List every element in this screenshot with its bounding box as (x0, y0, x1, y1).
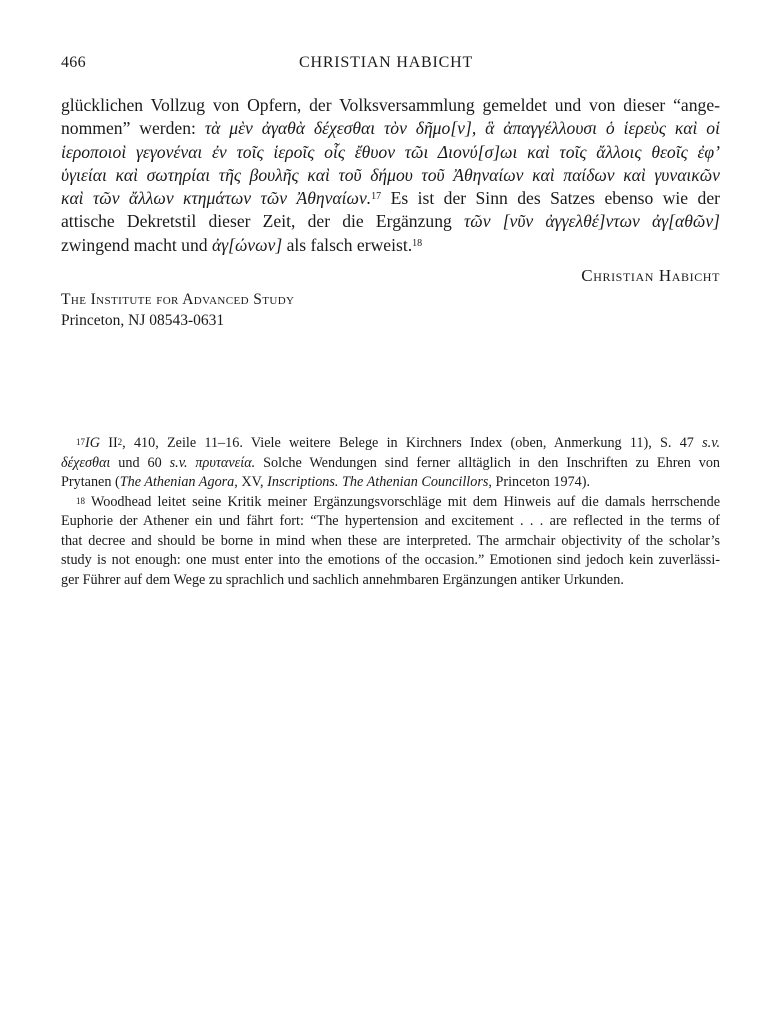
text: zwingend macht und (61, 234, 212, 255)
greek-quote: καὶ τῶν ἄλλων κτημάτων τῶν Ἀθηναίων. (61, 188, 372, 209)
text: Es ist der Sinn des Satzes ebenso wie der (381, 188, 720, 209)
text: ger Führer auf dem Wege zu sprachlich und sachlich annehmbaren Ergänzungen antiker Urkunden. (61, 571, 624, 588)
footnote-line (61, 454, 720, 474)
footnote-line (61, 512, 720, 532)
footnote-line (61, 493, 720, 513)
text: s.v. (702, 435, 720, 451)
text: , Princeton 1974). (488, 474, 591, 490)
body-line (61, 141, 720, 164)
body-text (61, 94, 720, 257)
text: Prytanen ( (61, 474, 120, 490)
text: , 410, Zeile 11–16. Viele weitere Belege in Kirchners Index (oben, Anmerkung 11), S. 47 (122, 435, 703, 451)
text: attische Dekretstil dieser Zeit, der die Ergänzung (61, 211, 464, 232)
greek-quote: ὑγιείαι καὶ σωτηρίαι τῆς βουλῆς καὶ τοῦ δήμου τοῦ Ἀθηναίων καὶ παίδων καὶ γυναικῶν (61, 164, 720, 185)
footnote-number: 18 (76, 495, 85, 506)
body-line (61, 210, 720, 233)
text: Woodhead leitet seine Kritik meiner Ergänzungsvorschläge mit dem Hinweis auf die damals herrschende (85, 493, 720, 510)
greek-quote: ἱεροποιοὶ γεγονέναι ἐν τοῖς ἱεροῖς οἷς ἔθυον τῶι Διονύ[σ]ωι καὶ τοῖς ἄλλοις θεοῖς ἐφ’ (61, 141, 720, 162)
text: study is not enough: one must enter into the emotions of the occasion.” Emotionen sind jedoch kein zuverlässi- (61, 552, 720, 568)
page-number: 466 (61, 54, 86, 71)
body-line (61, 187, 720, 210)
text: , XV, (234, 474, 268, 490)
text: The Athenian Agora (119, 474, 235, 490)
text: glücklichen Vollzug von Opfern, der Volksversammlung gemeldet und von dieser “ange- (61, 95, 720, 115)
institute-name: The Institute for Advanced Study (61, 291, 295, 308)
text: IG (85, 435, 100, 451)
text: als falsch erweist. (282, 234, 413, 255)
text: und 60 (110, 454, 170, 471)
address: Princeton, NJ 08543-0631 (61, 312, 225, 329)
text: Euphorie der Athener ein und fährt fort: “The hypertension and excitement . . . are reflected in the terms of (61, 513, 720, 529)
footnotes (61, 434, 720, 590)
footnote-ref: 17 (371, 191, 382, 203)
text: Solche Wendungen sind ferner alltäglich in den Inschriften zu Ehren von (255, 454, 721, 471)
greek-quote: τὰ μὲν ἀγαθὰ δέχεσθαι τὸν δῆμο[ν], ἃ ἀπαγγέλλουσι ὁ ἱερεὺς καὶ οἱ (204, 118, 720, 139)
text: s.v. πρυτανεία. (169, 454, 256, 471)
running-head: CHRISTIAN HABICHT (299, 54, 474, 71)
greek-word: δέχεσθαι (61, 454, 111, 471)
body-line (61, 164, 720, 187)
footnote-line (61, 551, 720, 571)
signature: Christian Habicht (581, 266, 720, 285)
footnote-ref: 18 (412, 237, 423, 249)
text: nommen” werden: (61, 118, 205, 139)
greek-quote: τῶν [νῦν ἀγγελθέ]ντων ἀγ[αθῶν] (463, 211, 720, 232)
text: II (99, 435, 118, 451)
body-line (61, 117, 720, 140)
text: Inscriptions. The Athenian Councillors (267, 474, 489, 490)
footnote-number: 17 (76, 437, 85, 447)
body-line (61, 94, 720, 117)
footnote-line (61, 571, 720, 591)
superscript: 2 (117, 437, 123, 447)
footnote-line (61, 434, 720, 454)
affiliation (61, 289, 294, 331)
text: that decree and should be borne in mind when these are interpreted. The armchair objectivity of the scholar’s (61, 532, 720, 549)
footnote-line (61, 473, 720, 493)
greek-quote: ἀγ[ώνων] (211, 234, 283, 255)
footnote-line (61, 532, 720, 552)
body-line (61, 234, 720, 257)
